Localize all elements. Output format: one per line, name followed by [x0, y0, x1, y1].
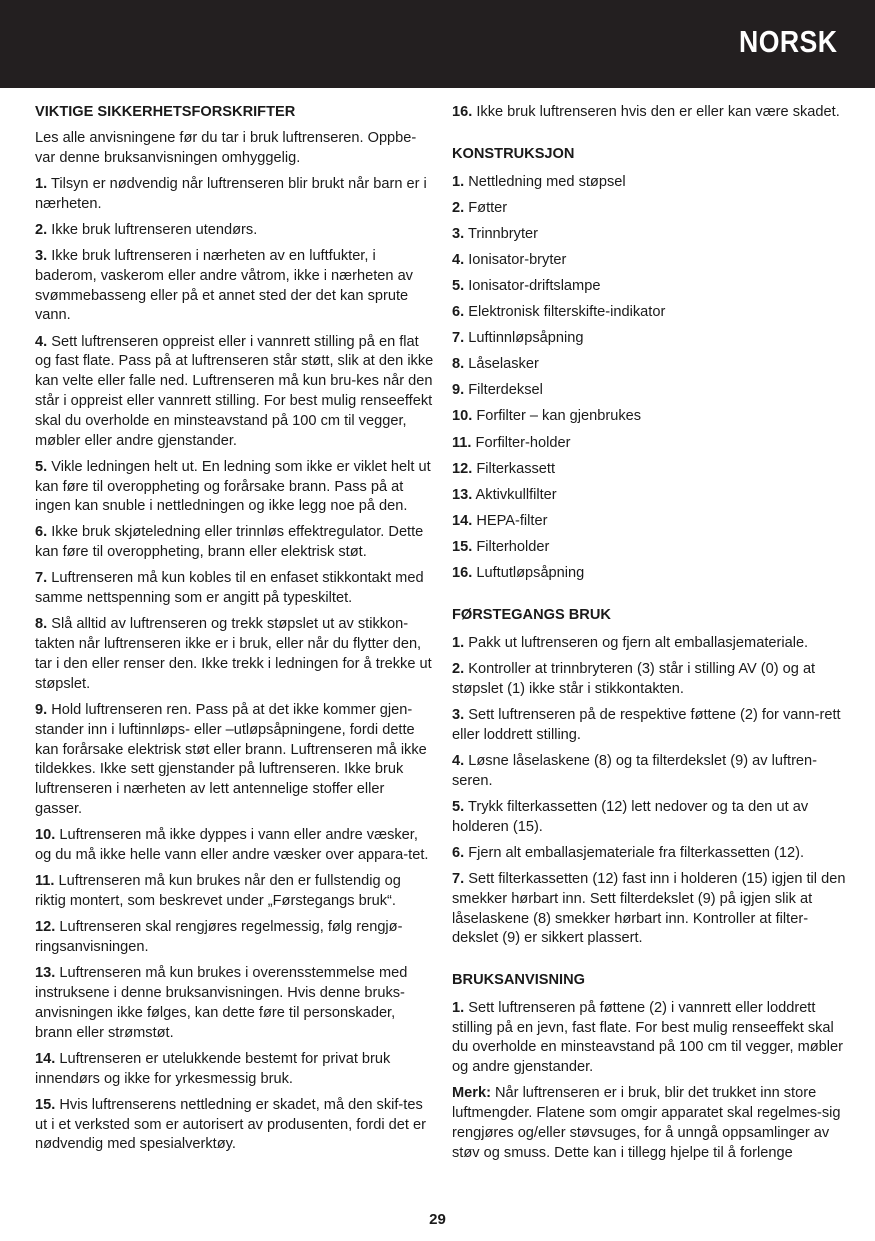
right-column — [452, 103, 852, 1170]
item-text: Pakk ut luftrenseren og fjern alt emballasjemateriale. — [468, 634, 809, 651]
item-number: 1. — [452, 173, 465, 190]
safety-rule — [35, 333, 435, 452]
item-text: Ionisator-bryter — [468, 251, 567, 268]
safety-rule — [35, 918, 435, 958]
item-number: 2. — [35, 221, 48, 238]
item-number: 7. — [452, 330, 465, 347]
item-text: Luftrenseren må kun brukes i overensstemmelse med instruksene i denne bruksanvisningen. Hvis denne bruks-anvisningen ikke følges, kan dette føre til personskader, brann eller strømstøt. — [35, 965, 408, 1041]
safety-heading: VIKTIGE SIKKERHETSFORSKRIFTER — [35, 104, 296, 120]
note-label: Merk: — [452, 1085, 491, 1102]
item-number: 13. — [452, 486, 473, 503]
item-text: Luftutløpsåpning — [476, 565, 585, 581]
item-text: Filterdeksel — [468, 382, 543, 399]
item-text: Løsne låselaskene (8) og ta filterdekslet (9) av luftren-seren. — [452, 752, 818, 789]
item-number: 5. — [35, 458, 48, 475]
item-text: Luftrenseren er utelukkende bestemt for privat bruk innendørs og ikke for yrkesmessig bruk. — [35, 1050, 391, 1087]
item-number: 11. — [35, 873, 55, 890]
item-number: 1. — [35, 175, 48, 192]
item-text: Låselasker — [468, 356, 539, 373]
item-text: Luftrenseren må kun kobles til en enfaset stikkontakt med samme nettspenning som er angitt på typeskiltet. — [35, 570, 424, 607]
safety-intro: Les alle anvisningene før du tar i bruk luftrenseren. Oppbe-var denne bruksanvisningen omhyggelig. — [35, 129, 417, 166]
item-text: Trykk filterkassetten (12) lett nedover og ta den ut av holderen (15). — [452, 798, 809, 835]
first-use-step — [452, 752, 852, 792]
item-number: 4. — [452, 251, 465, 268]
construction-item — [452, 564, 852, 584]
item-number: 9. — [452, 382, 465, 399]
item-text: Ikke bruk luftrenseren i nærheten av en luftfukter, i baderom, vaskerom eller andre våtrom, ikke i nærheten av svømmebasseng eller på et annet sted der det kan sprute vann. — [35, 247, 413, 324]
construction-list — [452, 173, 852, 584]
item-number: 3. — [452, 706, 465, 723]
item-text: Filterholder — [476, 538, 550, 555]
item-number: 6. — [452, 304, 465, 321]
construction-item — [452, 173, 852, 193]
item-text: Sett luftrenseren oppreist eller i vannrett stilling på en flat og fast flate. Pass på at luftrenseren står støtt, slik at den ikke kan velte eller falle ned. Luftrenseren må kun bru-kes når den står i oppreist eller vannrett stilling. For best mulig renseeffekt skal du overholde en minsteavstand på 100 cm til vegger, møbler eller andre gjenstander. — [35, 333, 434, 449]
construction-item — [452, 486, 852, 506]
construction-item — [452, 251, 852, 271]
item-number: 10. — [452, 408, 473, 425]
item-text: Luftrenseren må kun brukes når den er fullstendig og riktig montert, som beskrevet under „Førstegangs bruk“. — [35, 873, 401, 909]
item-number: 7. — [35, 570, 48, 587]
item-text: Tilsyn er nødvendig når luftrenseren blir brukt når barn er i nærheten. — [35, 175, 427, 212]
safety-rule — [35, 458, 435, 517]
item-text: Hvis luftrenserens nettledning er skadet, må den skif-tes ut i et verksted som er autorisert av produsenten, fordi det er nødvendig med spesialverktøy. — [35, 1096, 426, 1153]
construction-item — [452, 329, 852, 349]
first-use-step — [452, 870, 852, 949]
language-label: NORSK — [738, 24, 837, 59]
item-number: 16. — [452, 565, 473, 581]
item-number: 3. — [35, 247, 48, 264]
item-number: 7. — [452, 870, 465, 887]
item-number: 14. — [35, 1050, 56, 1067]
first-use-step — [452, 798, 852, 838]
safety-rule — [35, 615, 435, 694]
item-number: 8. — [35, 616, 48, 633]
construction-item — [452, 355, 852, 375]
first-use-steps — [452, 634, 852, 950]
safety-rule — [35, 1096, 435, 1155]
item-number: 6. — [35, 524, 48, 541]
usage-section — [452, 971, 852, 1164]
header-bar — [0, 0, 875, 88]
safety-rule — [35, 221, 435, 241]
construction-item — [452, 512, 852, 532]
safety-rules-list — [35, 175, 435, 1155]
first-use-section — [452, 606, 852, 949]
item-text: Trinnbryter — [467, 225, 538, 242]
item-number: 5. — [452, 798, 465, 815]
item-number: 3. — [452, 225, 465, 242]
item-number: 12. — [452, 460, 473, 477]
item-number: 11. — [452, 434, 472, 451]
item-number: 6. — [452, 844, 465, 861]
item-number: 12. — [35, 919, 56, 936]
first-use-step — [452, 706, 852, 746]
item-number: 2. — [452, 199, 465, 216]
rule-number: 16. — [452, 104, 473, 120]
item-text: Sett luftrenseren på de respektive føttene (2) for vann-rett eller loddrett stilling. — [452, 706, 841, 743]
item-text: Luftinnløpsåpning — [468, 330, 584, 347]
item-number: 15. — [35, 1096, 56, 1113]
item-number: 4. — [35, 333, 48, 350]
item-number: 2. — [452, 660, 465, 677]
construction-item — [452, 225, 852, 245]
item-text: Nettledning med støpsel — [468, 173, 626, 190]
note-text: Når luftrenseren er i bruk, blir det trukket inn store luftmengder. Flatene som omgir apparatet skal regelmes-sig rengjøres og/eller støvsuges, for å unngå oppsamlinger av støv og smuss. Dette kan i tillegg hjelpe til å forlenge — [452, 1085, 841, 1161]
item-text: Ikke bruk luftrenseren utendørs. — [51, 221, 258, 238]
step-text: Sett luftrenseren på føttene (2) i vannrett eller loddrett stilling på en jevn, fast flate. For best mulig renseeffekt skal du overholde en minsteavstand på 100 cm til vegger, møbler og andre gjenstander. — [452, 999, 844, 1076]
first-use-step — [452, 844, 852, 864]
construction-item — [452, 460, 852, 480]
item-text: Hold luftrenseren ren. Pass på at det ikke kommer gjen-stander inn i luftinnløps- eller –utløpsåpningene, fordi dette kan forårsake elektrisk støt eller brann. Luftrenseren må ikke tildekkes. Ikke sett gjenstander på luftrenseren. Ikke bruk luftrenseren i nærheten av lett antennelige stoffer eller gasser. — [35, 702, 427, 818]
item-number: 9. — [35, 702, 48, 719]
construction-item — [452, 538, 852, 558]
first-use-step — [452, 634, 852, 654]
construction-item — [452, 381, 852, 401]
item-number: 13. — [35, 965, 56, 982]
construction-item — [452, 199, 852, 219]
safety-rule — [35, 826, 435, 866]
construction-item — [452, 434, 852, 454]
item-number: 5. — [452, 277, 465, 294]
item-text: HEPA-filter — [476, 512, 548, 529]
safety-rule — [35, 175, 435, 215]
item-text: Forfilter-holder — [475, 434, 571, 451]
item-text: Aktivkullfilter — [475, 486, 557, 503]
first-use-step — [452, 660, 852, 700]
item-text: Luftrenseren skal rengjøres regelmessig, følg rengjø-ringsanvisningen. — [35, 919, 403, 955]
page-number: 29 — [429, 1211, 446, 1228]
item-number: 15. — [452, 538, 473, 555]
item-text: Forfilter – kan gjenbrukes — [476, 408, 642, 425]
safety-rule-16 — [452, 103, 852, 123]
item-text: Ionisator-driftslampe — [468, 277, 601, 294]
left-column — [35, 103, 435, 1162]
item-number: 8. — [452, 356, 465, 373]
usage-step-1 — [452, 999, 852, 1078]
item-text: Filterkassett — [476, 460, 556, 477]
item-text: Kontroller at trinnbryteren (3) står i stilling AV (0) og at støpslet (1) ikke står i stikkontakten. — [452, 660, 816, 697]
construction-item — [452, 303, 852, 323]
item-text: Sett filterkassetten (12) fast inn i holderen (15) igjen til den smekker hørbart inn. Sett filterdekslet (9) på igjen slik at låselaskene (8) smekker hørbart inn. Kontroller at filter-dekslet (9) er sikkert plassert. — [452, 870, 846, 947]
item-text: Fjern alt emballasjemateriale fra filterkassetten (12). — [468, 844, 805, 861]
safety-rule — [35, 569, 435, 609]
safety-rule — [35, 523, 435, 563]
item-number: 1. — [452, 634, 465, 651]
usage-heading: BRUKSANVISNING — [452, 972, 585, 989]
rule-text: Ikke bruk luftrenseren hvis den er eller kan være skadet. — [476, 104, 840, 120]
item-text: Ikke bruk skjøteledning eller trinnløs effektregulator. Dette kan føre til overoppheting, brann eller elektrisk støt. — [35, 524, 424, 561]
item-number: 4. — [452, 752, 465, 769]
item-text: Vikle ledningen helt ut. En ledning som ikke er viklet helt ut kan føre til overoppheting og forårsake brann. Pass på at ingen kan snuble i nettledningen og ikke legg noe på den. — [35, 458, 431, 515]
item-text: Elektronisk filterskifte-indikator — [468, 304, 666, 321]
construction-item — [452, 407, 852, 427]
construction-item — [452, 277, 852, 297]
safety-rule — [35, 964, 435, 1043]
safety-rule — [35, 247, 435, 326]
item-text: Slå alltid av luftrenseren og trekk støpslet ut av stikkon-takten når luftrenseren ikke er i bruk, eller når du flytter den, tar i den eller renser den. Ikke trekk i ledningen for å trekke ut støpslet. — [35, 616, 432, 692]
item-text: Føtter — [468, 199, 508, 216]
step-number: 1. — [452, 999, 465, 1016]
construction-heading: KONSTRUKSJON — [452, 145, 575, 162]
item-number: 14. — [452, 512, 473, 529]
construction-section — [452, 145, 852, 584]
item-text: Luftrenseren må ikke dyppes i vann eller andre væsker, og du må ikke helle vann eller andre væsker over appara-tet. — [35, 827, 429, 863]
first-use-heading: FØRSTEGANGS BRUK — [452, 606, 611, 623]
safety-rule — [35, 701, 435, 820]
safety-rule — [35, 1050, 435, 1090]
item-number: 10. — [35, 827, 56, 844]
safety-rule — [35, 872, 435, 912]
usage-note — [452, 1084, 852, 1163]
